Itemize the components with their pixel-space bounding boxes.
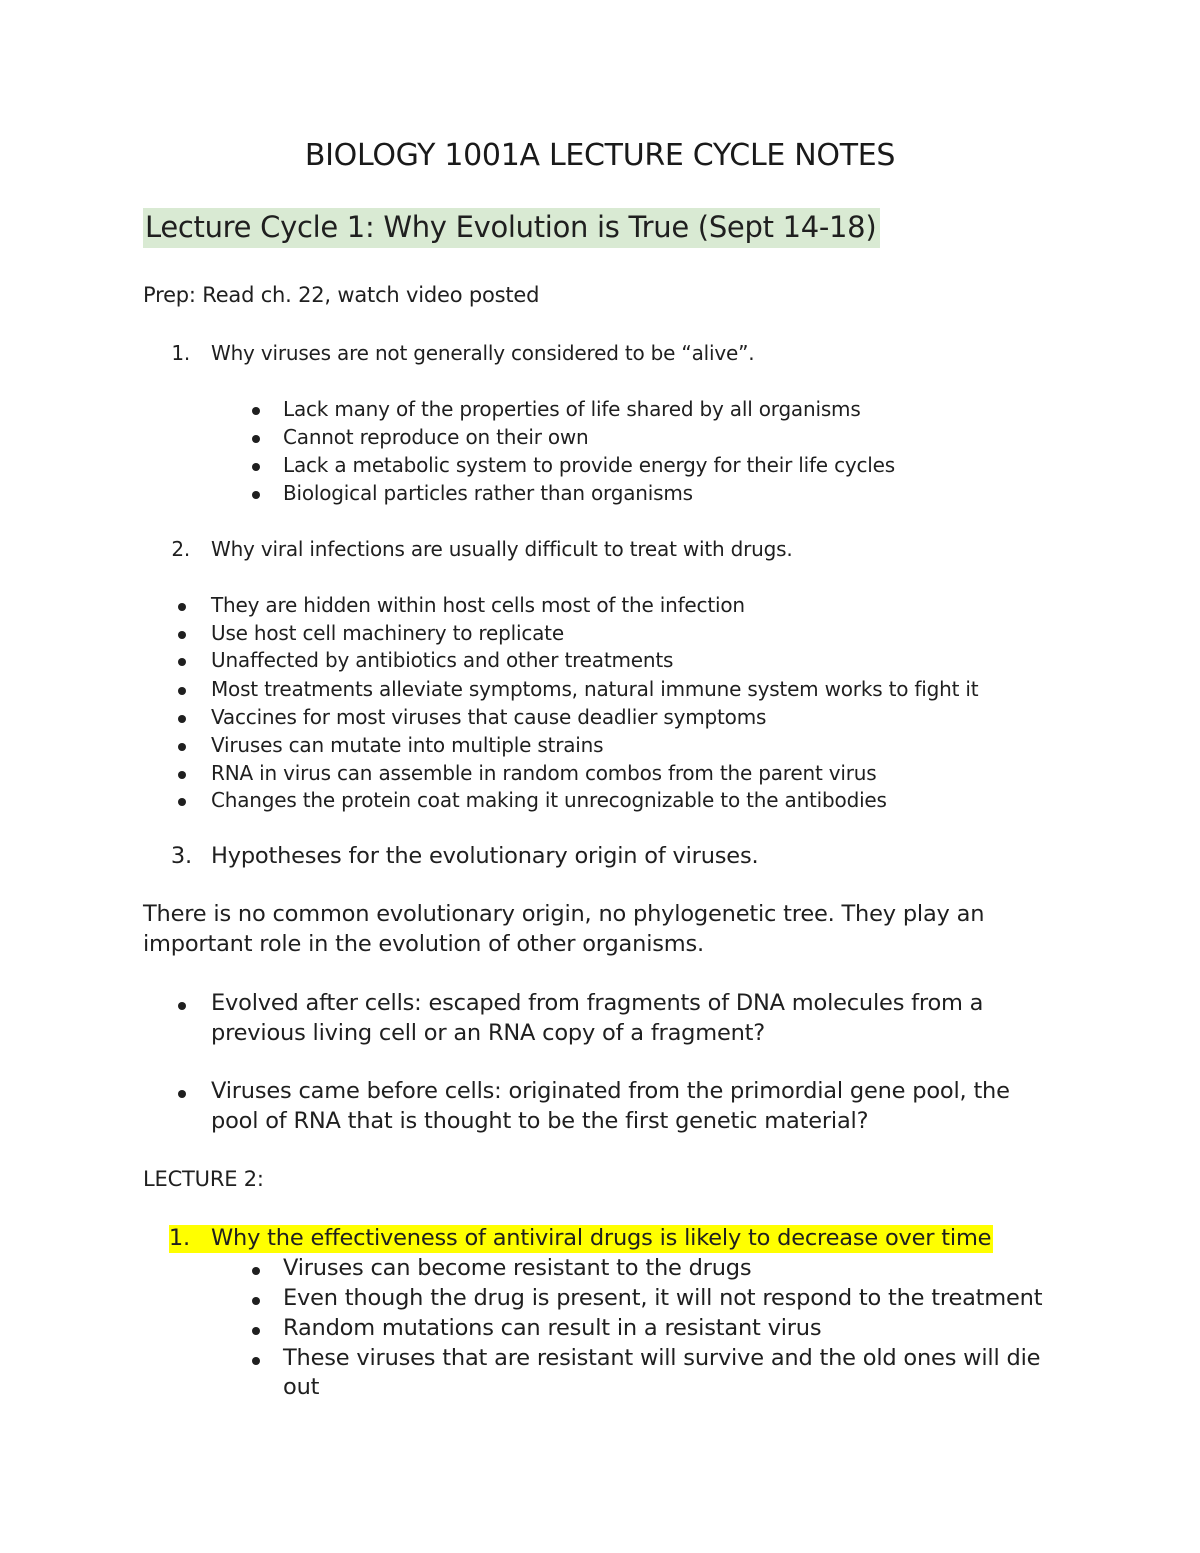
q2-bullet: Use host cell machinery to replicate	[211, 621, 564, 645]
bullet-icon	[178, 1002, 186, 1010]
bullet-icon	[178, 603, 186, 611]
q2-number: 2.	[171, 537, 190, 561]
q2-bullet: RNA in virus can assemble in random combos from the parent virus	[211, 761, 877, 785]
q1-bullet: Biological particles rather than organisms	[283, 481, 693, 505]
lecture-2-number	[152, 1225, 192, 1251]
q3-bullet-line: Viruses came before cells: originated from the primordial gene pool, the	[211, 1078, 1010, 1104]
q1-bullet: Lack many of the properties of life shared by all organisms	[283, 397, 861, 421]
q1-bullet: Cannot reproduce on their own	[283, 425, 589, 449]
q2-text: Why viral infections are usually difficult to treat with drugs.	[211, 537, 793, 561]
q3-bullet-line: Evolved after cells: escaped from fragments of DNA molecules from a	[211, 990, 984, 1016]
q3-text: Hypotheses for the evolutionary origin of viruses.	[211, 843, 759, 869]
q1-text: Why viruses are not generally considered to be “alive”.	[211, 341, 755, 365]
bullet-icon	[178, 631, 186, 639]
lecture-2-bullet: These viruses that are resistant will survive and the old ones will die	[283, 1345, 1041, 1371]
bullet-icon	[252, 1267, 260, 1275]
lecture-2-heading: LECTURE 2:	[143, 1167, 264, 1191]
bullet-icon	[252, 491, 260, 499]
lecture-2-number-text: 1.	[168, 1225, 190, 1251]
q2-bullet: Vaccines for most viruses that cause deadlier symptoms	[211, 705, 767, 729]
q3-bullet-line: previous living cell or an RNA copy of a fragment?	[211, 1020, 766, 1046]
q3-paragraph-line: important role in the evolution of other organisms.	[143, 931, 704, 957]
lecture-cycle-heading: Lecture Cycle 1: Why Evolution is True (Sept 14-18)	[143, 208, 880, 248]
q2-bullet: They are hidden within host cells most of the infection	[211, 593, 745, 617]
document-title: BIOLOGY 1001A LECTURE CYCLE NOTES	[304, 138, 896, 173]
bullet-icon	[178, 771, 186, 779]
lecture-2-question-text: Why the effectiveness of antiviral drugs is likely to decrease over time	[192, 1225, 993, 1253]
q1-bullet: Lack a metabolic system to provide energy for their life cycles	[283, 453, 895, 477]
bullet-icon	[178, 798, 186, 806]
bullet-icon	[252, 463, 260, 471]
lecture-2-bullet: out	[283, 1374, 320, 1400]
q3-number: 3.	[170, 843, 192, 869]
lecture-2-bullet: Even though the drug is present, it will not respond to the treatment	[283, 1285, 1043, 1311]
bullet-icon	[252, 1297, 260, 1305]
prep-note: Prep: Read ch. 22, watch video posted	[143, 283, 540, 307]
bullet-icon	[252, 1357, 260, 1365]
q3-bullet-line: pool of RNA that is thought to be the first genetic material?	[211, 1108, 869, 1134]
q2-bullet: Viruses can mutate into multiple strains	[211, 733, 604, 757]
bullet-icon	[252, 1327, 260, 1335]
bullet-icon	[252, 435, 260, 443]
bullet-icon	[178, 743, 186, 751]
q2-bullet: Changes the protein coat making it unrecognizable to the antibodies	[211, 788, 887, 812]
bullet-icon	[178, 715, 186, 723]
bullet-icon	[178, 687, 186, 695]
q3-paragraph-line: There is no common evolutionary origin, no phylogenetic tree. They play an	[143, 901, 985, 927]
bullet-icon	[178, 658, 186, 666]
q2-bullet: Most treatments alleviate symptoms, natural immune system works to fight it	[211, 677, 979, 701]
lecture-2-bullet: Viruses can become resistant to the drugs	[283, 1255, 752, 1281]
q1-number: 1.	[171, 341, 190, 365]
lecture-2-question	[192, 1225, 993, 1251]
bullet-icon	[252, 407, 260, 415]
q2-bullet: Unaffected by antibiotics and other treatments	[211, 648, 674, 672]
bullet-icon	[178, 1090, 186, 1098]
lecture-2-bullet: Random mutations can result in a resistant virus	[283, 1315, 822, 1341]
